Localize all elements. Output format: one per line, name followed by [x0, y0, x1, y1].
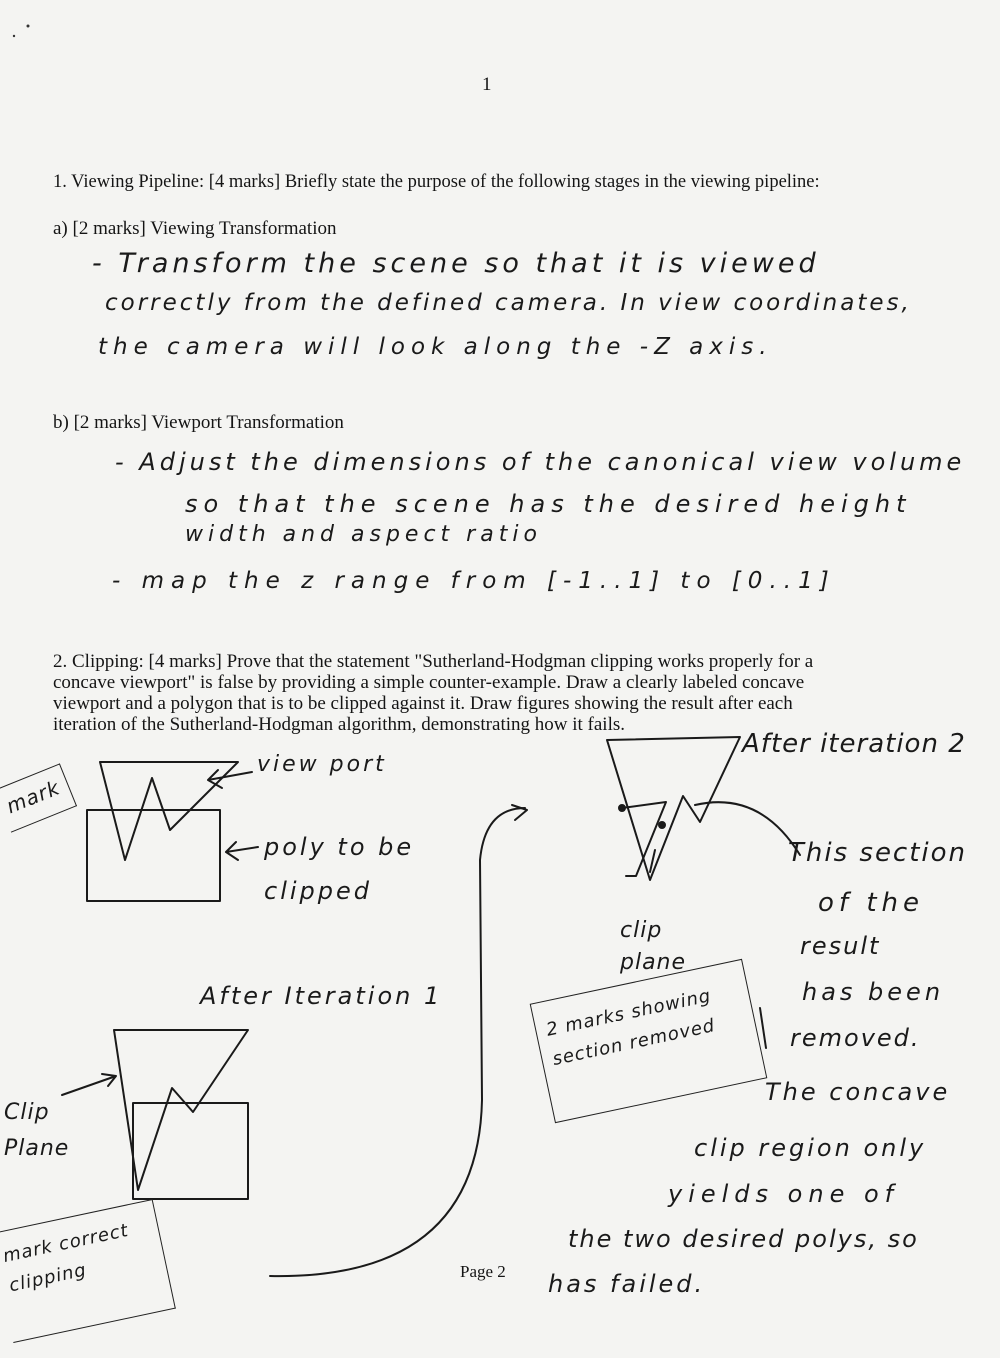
- explanation-line: of the: [818, 888, 924, 918]
- q1-heading: 1. Viewing Pipeline: [4 marks] Briefly state the purpose of the following stages in the viewing pipeline:: [53, 172, 820, 192]
- poly-arrow: [226, 842, 258, 860]
- q1b-answer-line: - map the z range from [-1..1] to [0..1]: [112, 568, 836, 594]
- iteration-2-viewport: [607, 737, 740, 880]
- poly-label: poly to be clipped: [264, 833, 415, 905]
- q1b-answer-line: so that the scene has the desired height: [185, 490, 912, 518]
- clip-plane-left-label: Clip Plane: [4, 1100, 70, 1161]
- q1b-answer-line: width and aspect ratio: [185, 522, 542, 547]
- clip-plane-arrow: [62, 1074, 116, 1095]
- q2-line: 2. Clipping: [4 marks] Prove that the statement "Sutherland-Hodgman clipping works properly for a: [53, 651, 814, 672]
- q2-line: concave viewport" is false by providing a simple counter-example. Draw a clearly labeled concave: [53, 672, 805, 693]
- explanation-line: has been: [802, 978, 945, 1006]
- clip-point: [619, 805, 625, 811]
- bracket-line: [760, 1008, 766, 1048]
- clip-plane-right-label: clip plane: [620, 918, 687, 975]
- q1a-label: a) [2 marks] Viewing Transformation: [53, 218, 337, 239]
- q1b-answer-line: - Adjust the dimensions of the canonical view volume: [115, 448, 966, 476]
- explanation-line: The concave: [765, 1078, 951, 1106]
- page-number: 1: [482, 74, 492, 95]
- iteration-1-viewport: [114, 1030, 248, 1190]
- explanation-line: yields one of: [668, 1180, 900, 1208]
- section-pointer: [695, 802, 800, 855]
- polygon-to-clip: [87, 810, 220, 901]
- clip-point: [659, 822, 665, 828]
- explanation-line: the two desired polys, so: [568, 1225, 919, 1253]
- viewport-label: view port: [257, 752, 387, 777]
- q1a-answer-line: the camera will look along the -Z axis.: [98, 334, 773, 360]
- q1a-answer-line: - Transform the scene so that it is viewed: [92, 248, 820, 279]
- explanation-line: removed.: [790, 1024, 921, 1052]
- q1b-label: b) [2 marks] Viewport Transformation: [53, 412, 344, 433]
- after-iteration-2-label: After iteration 2: [742, 729, 966, 759]
- q2-line: viewport and a polygon that is to be clipped against it. Draw figures showing the result after each: [53, 693, 793, 714]
- page-footer: Page 2: [460, 1262, 506, 1281]
- after-iteration-1-label: After Iteration 1: [200, 982, 443, 1010]
- explanation-line: This section: [788, 838, 968, 868]
- explanation-line: has failed.: [548, 1270, 706, 1298]
- mark-box-text: mark: [2, 775, 64, 819]
- explanation-line: clip region only: [694, 1134, 927, 1162]
- marks-removed-text: 2 marks showing section removed: [544, 985, 718, 1071]
- explanation-line: result: [800, 932, 881, 960]
- mark-correct-text: mark correct clipping: [1, 1219, 131, 1297]
- q1a-answer-line: correctly from the defined camera. In view coordinates,: [105, 290, 912, 316]
- q2-line: iteration of the Sutherland-Hodgman algorithm, demonstrating how it fails.: [53, 714, 625, 735]
